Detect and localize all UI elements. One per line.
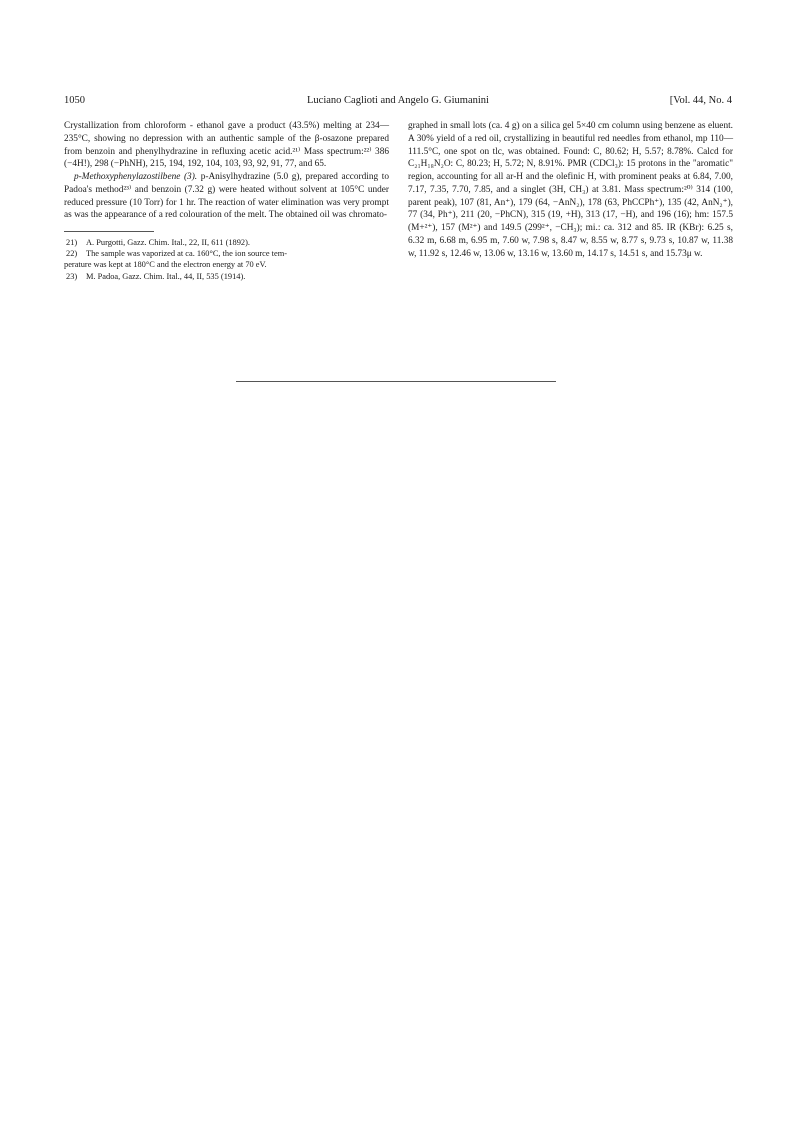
footnote [64,248,389,259]
footnote-continuation: perature was kept at 180°C and the electron energy at 70 eV. [64,260,267,270]
paragraph-text: p-Anisylhydrazine (5.0 g), prepared according to Padoa's method²³⁾ and benzoin (7.32 g) were heated without solvent at 105°C under reduced pressure (10 Torr) for 1 hr. The reaction of water elimination was very prompt as was the appearance of a red colouration of the melt. The obtained oil was chromato- [64,172,389,221]
footnote-number: 22) [66,249,78,259]
footnote-text: A. Purgotti, Gazz. Chim. Ital., 22, II, 611 (1892). [86,238,250,247]
running-authors: Luciano Caglioti and Angelo G. Giumanini [307,95,489,106]
footnote-text: M. Padoa, Gazz. Chim. Ital., 44, II, 535 (1914). [86,271,246,281]
body-paragraph: graphed in small lots (ca. 4 g) on a silica gel 5×40 cm column using benzene as eluent. A 30% yield of a red oil, crystallizing in beautiful red needles from ethanol, mp 110—111.5°C, one spot on tlc, was obtained. Found: C, 80.62; H, 5.57; 8.78%. Calcd for C₂₁H₁₈N₂O: C, 80.23; H, 5.72; N, 8.91%. PMR (CDCl₃): 15 protons in the "aromatic" region, accounting for all ar-H and the olefinic H, with prominent peaks at 6.84, 7.00, 7.17, 7.35, 7.70, 7.85, and a singlet (3H, CH₃) at 3.81. Mass spectrum:²⁰⁾ 314 (100, parent peak), 107 (81, An⁺), 179 (64, −AnN₂), 178 (63, PhCCPh⁺), 135 (42, AnN₂⁺), 77 (34, Ph⁺), 211 (20, −PhCN), 315 (19, +H), 313 (17, −H), and 196 (16); hm: 157.5 (M+²⁺), 157 (M²⁺) and 149.5 (299²⁺, −CH₃); mi.: ca. 312 and 85. IR (KBr): 6.25 s, 6.32 m, 6.68 m, 6.95 m, 7.60 w, 7.98 s, 8.47 w, 8.55 w, 8.77 s, 9.73 s, 10.87 w, 11.38 w, 11.92 s, 12.46 w, 13.06 w, 13.16 w, 13.60 m, 14.17 s, 14.51 s, and 15.73μ w. [408,121,733,259]
body-paragraph [64,171,389,222]
compound-heading: p-Methoxyphenylazostilbene (3). [74,172,198,182]
footnote [64,271,389,282]
footnote-number: 23) [66,271,78,281]
footnote [64,237,389,248]
left-column [64,120,389,282]
section-end-rule [236,381,556,382]
footnote-text: The sample was vaporized at ca. 160°C, the ion source tem- [86,249,288,259]
body-paragraph: Crystallization from chloroform - ethanol gave a product (43.5%) melting at 234—235°C, showing no depression with an authentic sample of the β-osazone prepared from benzoin and phenylhydrazine in refluxing acetic acid.²¹⁾ Mass spectrum:²²⁾ 386 (−4H!), 298 (−PhNH), 215, 194, 192, 104, 103, 93, 92, 91, 77, and 65. [64,121,389,170]
running-header [64,94,732,108]
footnote-number: 21) [66,238,78,247]
page-number: 1050 [64,95,85,106]
right-column [408,120,733,260]
volume-info: [Vol. 44, No. 4 [669,95,732,106]
footnote-divider [64,231,154,232]
